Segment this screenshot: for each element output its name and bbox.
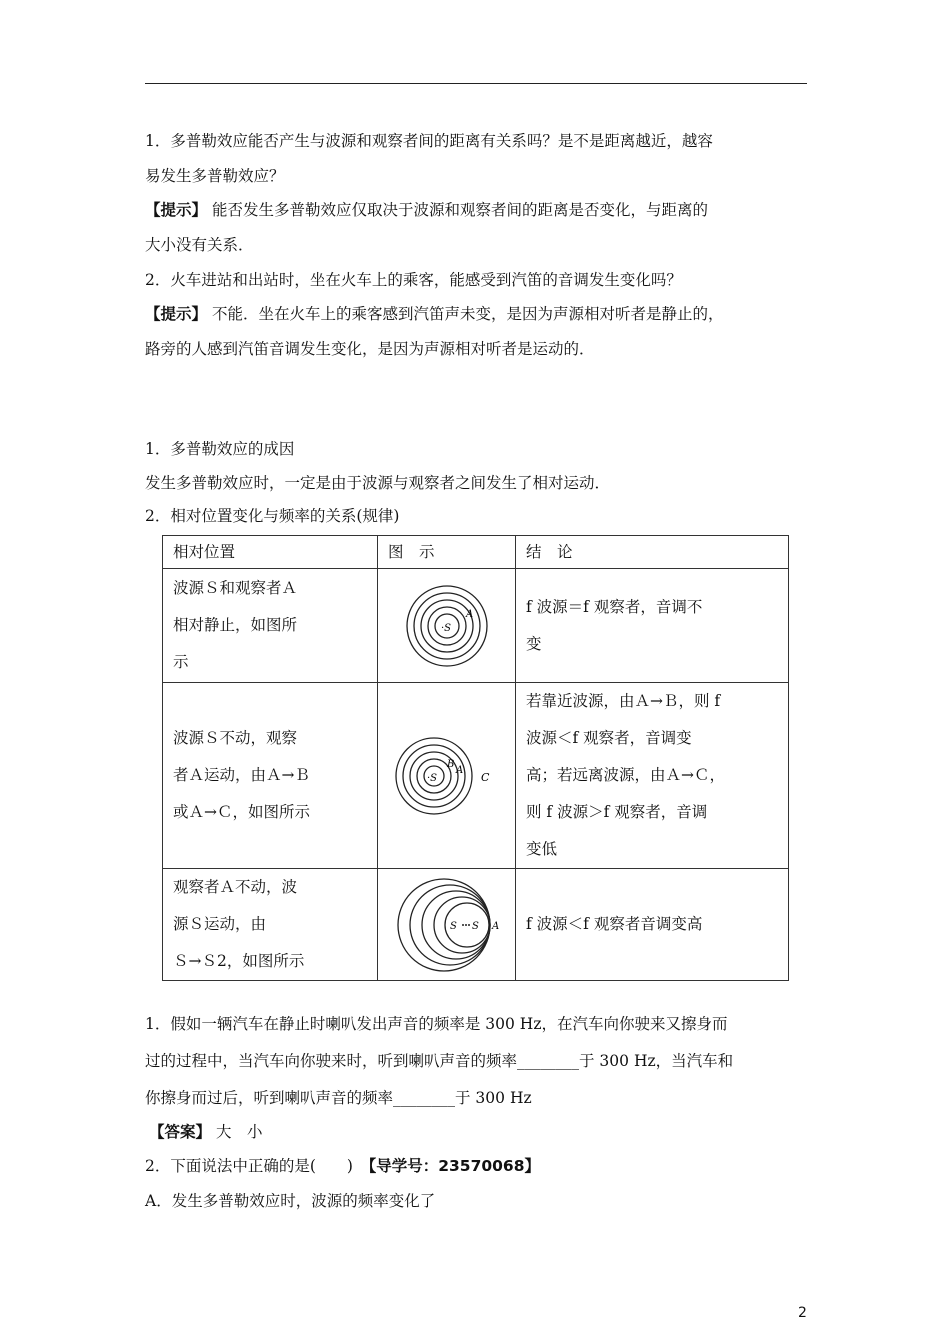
hint-tag: 【提示】 [145, 305, 208, 323]
svg-text:C: C [480, 770, 489, 784]
header-rule [145, 83, 807, 84]
hint-tag: 【提示】 [145, 201, 208, 219]
q1-line1: 1．多普勒效应能否产生与波源和观察者间的距离有关系吗？是不是距离越近，越容 [145, 132, 713, 150]
section-item1-title: 1．多普勒效应的成因 [145, 440, 295, 458]
q1-hint-text: 能否发生多普勒效应仅取决于波源和观察者间的距离是否变化，与距离的 [207, 201, 708, 219]
table-header: 相对位置 [163, 536, 378, 569]
row-figure [378, 869, 516, 981]
q2-hint-text: 不能．坐在火车上的乘客感到汽笛声未变，是因为声源相对听者是静止的， [207, 305, 724, 323]
moving-observer-figure [392, 731, 502, 821]
table-row [163, 569, 789, 683]
relation-table [162, 535, 789, 981]
svg-text:A: A [465, 608, 473, 620]
svg-text:S: S [449, 920, 457, 932]
ex1-line2: 过的过程中，当汽车向你驶来时，听到喇叭声音的频率________于 300 Hz，当汽车和 [145, 1052, 734, 1070]
ex2-line1 [145, 1155, 540, 1177]
row-figure [378, 683, 516, 869]
q2-hint [145, 303, 723, 325]
ex2-option-a: A．发生多普勒效应时，波源的频率变化了 [145, 1192, 436, 1210]
ex1-line3: 你擦身而过后，听到喇叭声音的频率________于 300 Hz [145, 1089, 532, 1107]
q1-hint-line2: 大小没有关系． [145, 236, 254, 254]
row-position: 波源Ｓ不动，观察 者Ａ运动，由Ａ→Ｂ 或Ａ→Ｃ，如图所示 [163, 683, 378, 869]
svg-text:A: A [491, 920, 499, 932]
table-header-row [163, 536, 789, 569]
q1-hint [145, 199, 708, 221]
table-header: 结 论 [516, 536, 789, 569]
moving-source-figure [390, 875, 504, 975]
q2-hint-line2: 路旁的人感到汽笛音调发生变化，是因为声源相对听者是运动的． [145, 340, 595, 358]
table-row [163, 683, 789, 869]
svg-text:A: A [455, 764, 463, 776]
q1-line2: 易发生多普勒效应？ [145, 167, 285, 185]
q2-line1: 2．火车进站和出站时，坐在火车上的乘客，能感受到汽笛的音调发生变化吗？ [145, 271, 682, 289]
ex1-line1: 1．假如一辆汽车在静止时喇叭发出声音的频率是 300 Hz，在汽车向你驶来又擦身而 [145, 1015, 728, 1033]
row-position: 波源Ｓ和观察者Ａ 相对静止，如图所 示 [163, 569, 378, 683]
ex1-answer [149, 1121, 262, 1143]
svg-text:·S: ·S [440, 622, 451, 634]
table-header: 图 示 [378, 536, 516, 569]
ex2-question: 2．下面说法中正确的是( ) [145, 1157, 369, 1175]
svg-text:·S: ·S [426, 772, 437, 784]
page-number: 2 [798, 1305, 807, 1321]
row-conclusion: 若靠近波源，由Ａ→Ｂ，则 f 波源＜f 观察者，音调变 高；若远离波源，由Ａ→Ｃ， 则 f 波源＞f 观察者，音调 变低 [516, 683, 789, 869]
svg-text:B: B [446, 758, 454, 770]
row-figure [378, 569, 516, 683]
row-conclusion: f 波源＝f 观察者，音调不 变 [516, 569, 789, 683]
row-conclusion: f 波源＜f 观察者音调变高 [516, 869, 789, 981]
row-position: 观察者Ａ不动，波 源Ｓ运动，由 Ｓ→Ｓ2，如图所示 [163, 869, 378, 981]
answer-tag: 【答案】 [149, 1123, 212, 1141]
table-row [163, 869, 789, 981]
answer-text: 大 小 [211, 1123, 263, 1141]
section-item2-title: 2．相对位置变化与频率的关系(规律) [145, 507, 400, 525]
svg-text:S: S [471, 920, 479, 932]
concentric-waves-figure [397, 581, 497, 671]
ref-number: 【导学号：23570068】 [368, 1157, 540, 1175]
section-item1-body: 发生多普勒效应时，一定是由于波源与观察者之间发生了相对运动． [145, 474, 611, 492]
